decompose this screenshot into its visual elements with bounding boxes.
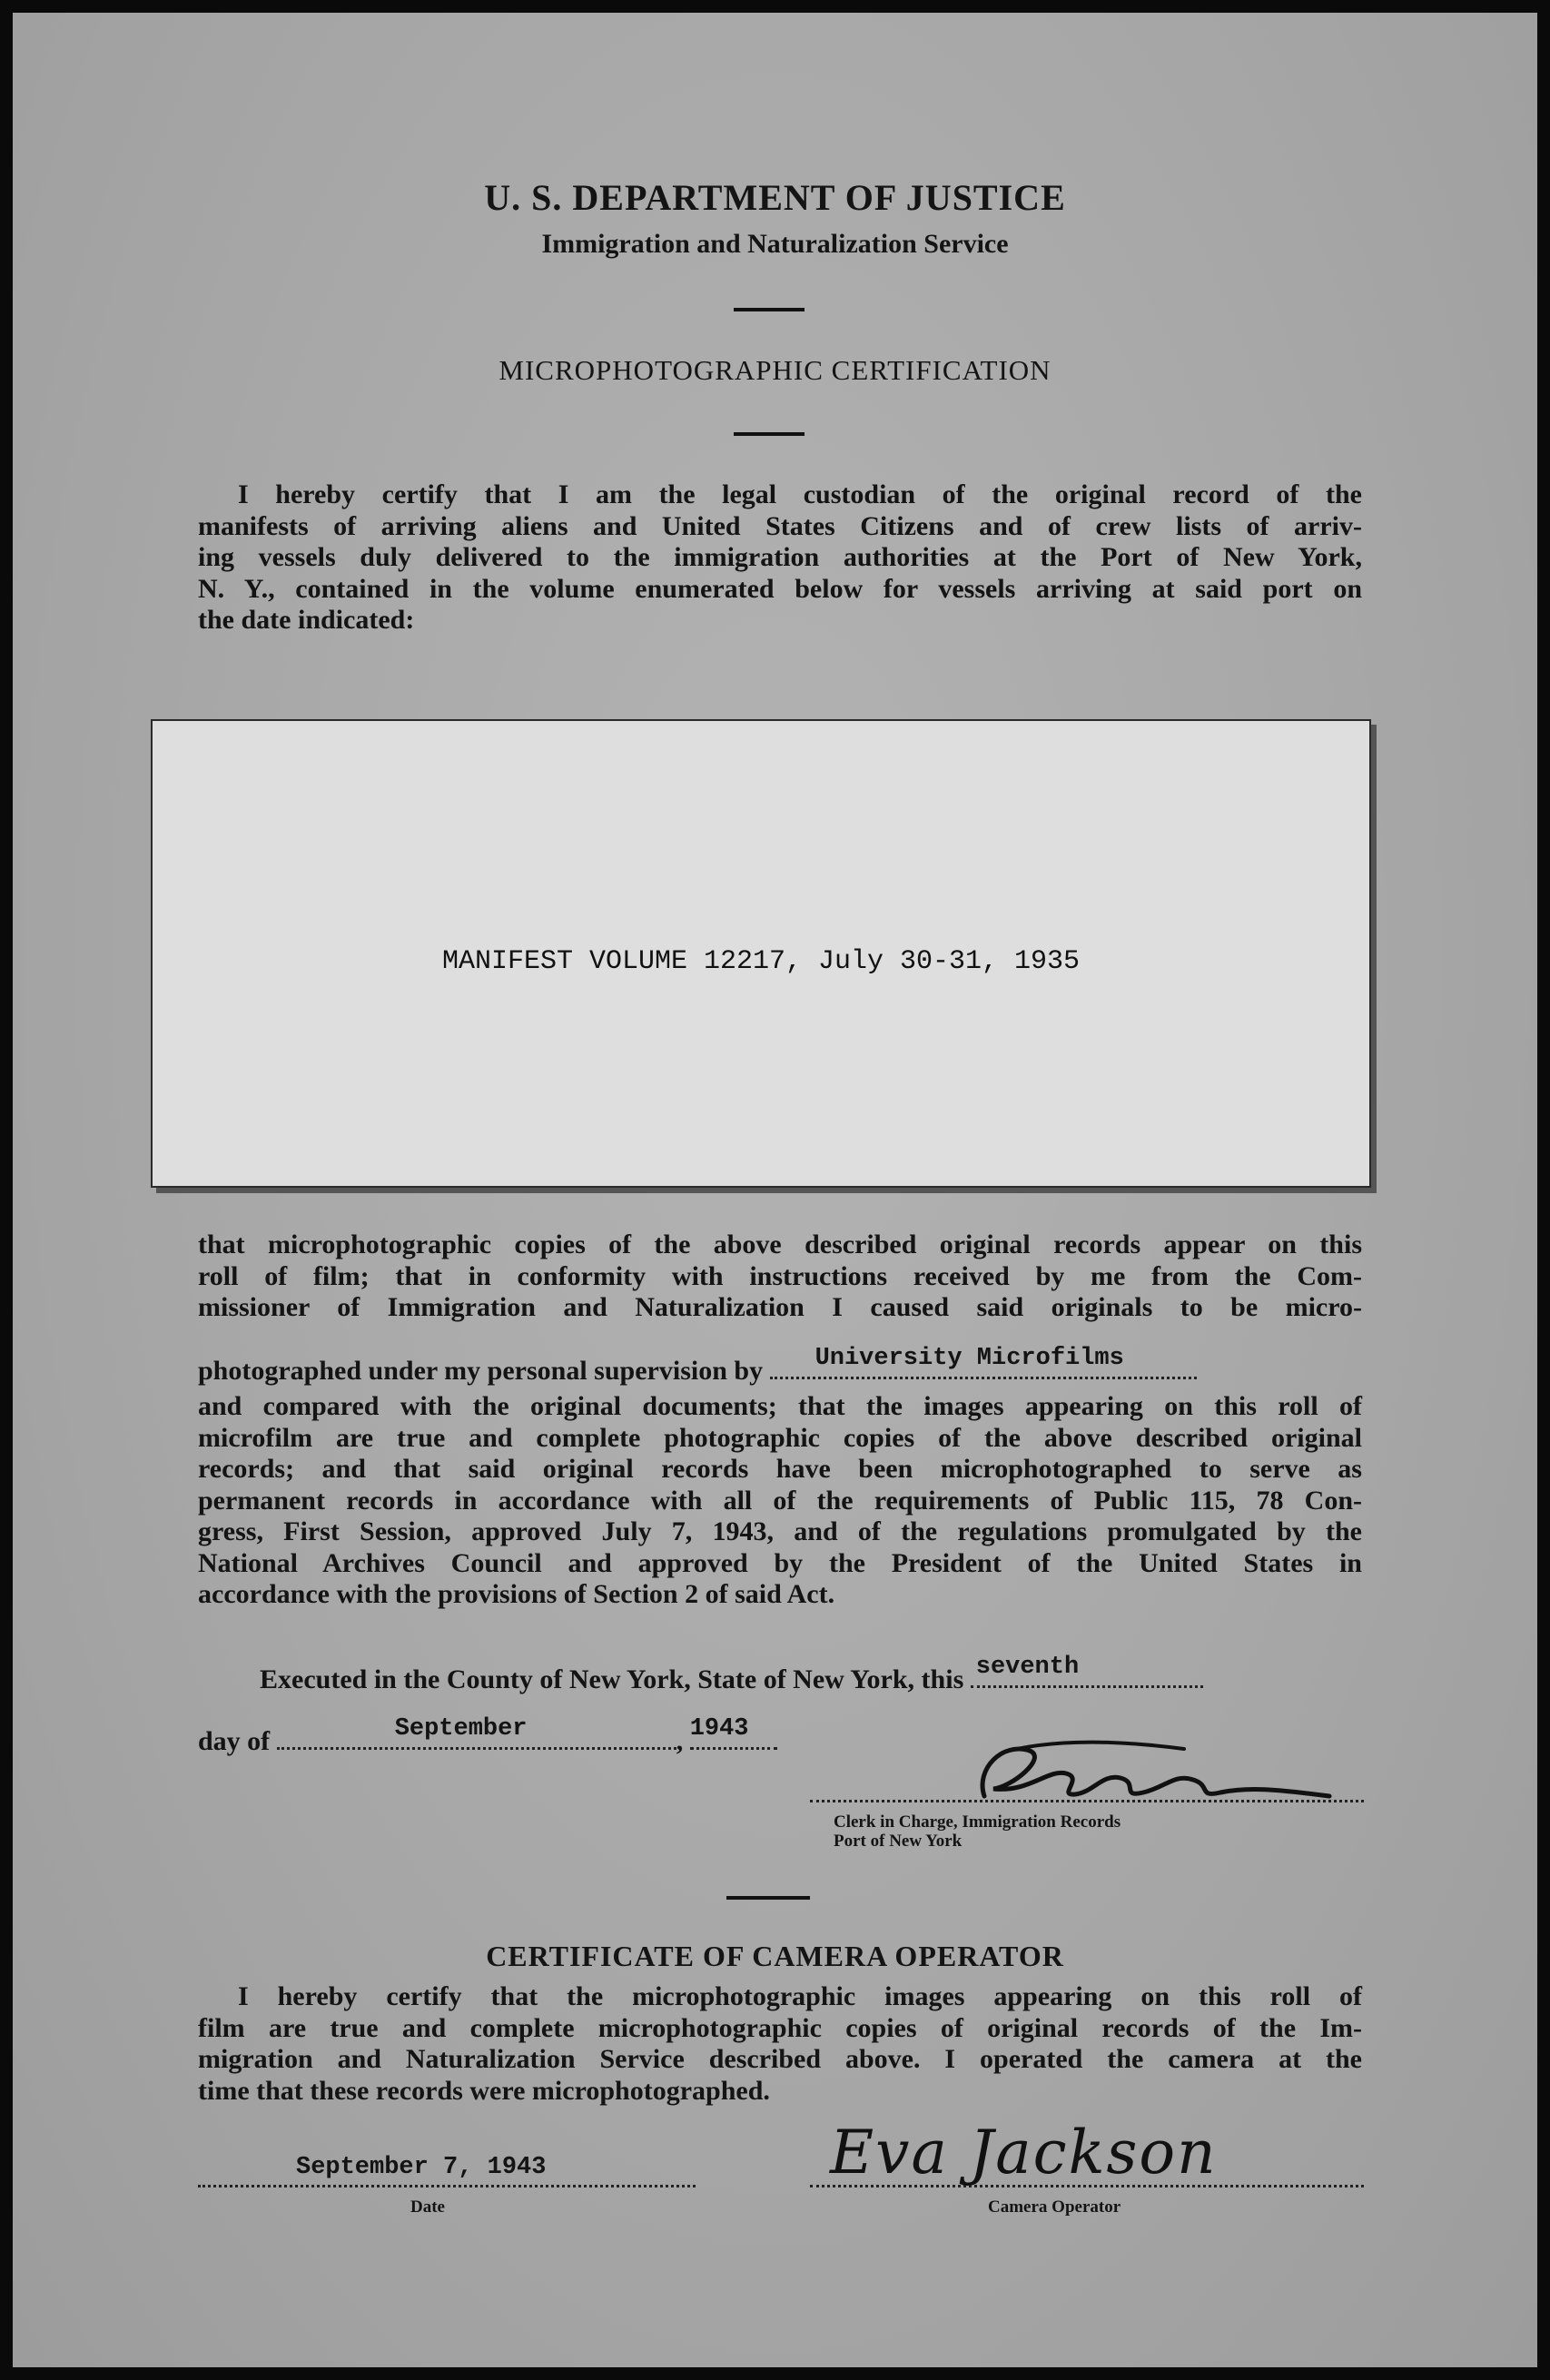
body-paragraph-continued — [198, 1391, 1362, 1611]
text-line: roll of film; that in conformity with instructions received by me from the Com- — [198, 1260, 1362, 1291]
text-line: that microphotographic copies of the above described original records appear on this — [198, 1230, 1362, 1259]
body-paragraph — [198, 1230, 1362, 1324]
text-line: migration and Naturalization Service described above. I operated the camera at the — [198, 2044, 1362, 2074]
divider — [734, 432, 805, 436]
day-of-line: day of September , 1943 — [198, 1723, 777, 1758]
camera-operator-paragraph — [198, 1981, 1362, 2107]
clerk-title: Clerk in Charge, Immigration Records — [834, 1812, 1121, 1832]
clerk-location: Port of New York — [834, 1832, 963, 1851]
text-line: permanent records in accordance with all of the requirements of Public 115, 78 Con- — [198, 1485, 1362, 1516]
text-line: and compared with the original documents; that the images appearing on this roll of — [198, 1391, 1362, 1421]
divider — [726, 1896, 810, 1900]
text-line: I hereby certify that I am the legal custodian of the original record of the — [238, 479, 1362, 509]
text-line: manifests of arriving aliens and United States Citizens and of crew lists of arriv- — [198, 510, 1362, 541]
text-line: film are true and complete microphotographic copies of original records of the Im- — [198, 2012, 1362, 2043]
camera-operator-title: CERTIFICATE OF CAMERA OPERATOR — [486, 1940, 1064, 1972]
text-line: National Archives Council and approved by the President of the United States in — [198, 1547, 1362, 1578]
certificate-sheet — [13, 13, 1537, 2367]
certification-title: MICROPHOTOGRAPHIC CERTIFICATION — [499, 354, 1051, 386]
supervision-line — [198, 1345, 1197, 1388]
day-value: seventh — [975, 1654, 1080, 1681]
text-line: accordance with the provisions of Section 2 of said Act. — [198, 1579, 835, 1609]
agency-subtitle: Immigration and Naturalization Service — [541, 229, 1009, 259]
text-line: time that these records were microphotographed. — [198, 2075, 770, 2106]
text-line: I hereby certify that the microphotographic images appearing on this roll of — [238, 1981, 1362, 2011]
year-field — [689, 1715, 777, 1750]
text-line: N. Y., contained in the volume enumerated below for vessels arriving at said port on — [198, 573, 1362, 604]
volume-card — [151, 719, 1371, 1188]
text-line: missioner of Immigration and Naturalization I caused said originals to be micro- — [198, 1292, 1362, 1322]
agency-title: U. S. DEPARTMENT OF JUSTICE — [484, 177, 1066, 218]
text-line: the date indicated: — [198, 605, 415, 635]
supervision-value: University Microfilms — [814, 1345, 1124, 1372]
operator-signature: Eva Jackson — [830, 2118, 1218, 2187]
date-label: Date — [410, 2197, 445, 2217]
date-line — [198, 2185, 696, 2187]
text-line: records; and that said original records have been microphotographed to serve as — [198, 1454, 1362, 1484]
month-value: September — [394, 1715, 528, 1743]
executed-line — [260, 1654, 1203, 1696]
supervision-field — [770, 1345, 1197, 1379]
date-value: September 7, 1943 — [296, 2154, 547, 2181]
executed-prefix: Executed in the County of New York, State of New York, this — [260, 1664, 964, 1694]
text-line: gress, First Session, approved July 7, 1943, and of the regulations promulgated by the — [198, 1516, 1362, 1546]
day-of-label: day of — [198, 1726, 271, 1756]
divider — [734, 308, 805, 311]
clerk-signature — [948, 1733, 1348, 1814]
volume-label: MANIFEST VOLUME 12217, July 30-31, 1935 — [441, 946, 1081, 977]
year-value: 1943 — [689, 1715, 749, 1743]
text-line: microfilm are true and complete photographic copies of the above described original — [198, 1422, 1362, 1453]
operator-label: Camera Operator — [988, 2197, 1121, 2217]
supervision-prefix: photographed under my personal supervision by — [198, 1356, 764, 1386]
day-field — [971, 1654, 1203, 1688]
text-line: ing vessels duly delivered to the immigration authorities at the Port of New York, — [198, 542, 1362, 572]
intro-paragraph — [198, 479, 1362, 637]
